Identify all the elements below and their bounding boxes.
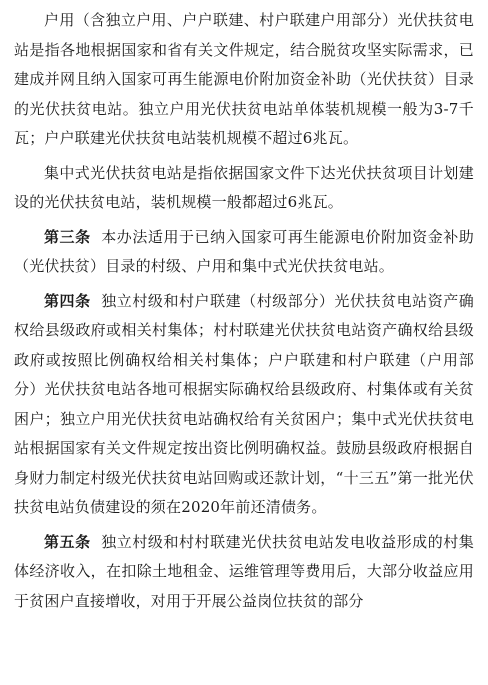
paragraph-text: 独立村级和村户联建（村级部分）光伏扶贫电站资产确权给县级政府或相关村集体；村村联建光伏扶贫电站资产确权给县级政府或按照比例确权给相关村集体；户户联建和村户联建（户用部分）光伏扶贫电站各地可根据实际确权给县级政府、村集体或有关贫困户；独立户用光伏扶贫电站确权给有关贫困户；集中式光伏扶贫电站根据国家有关文件规定按出资比例明确权益。鼓励县级政府根据自身财力制定村级光伏扶贫电站回购或还款计划，“十三五”第一批光伏扶贫电站负债建设的须在2020年前还清债务。 xyxy=(14,291,474,516)
paragraph xyxy=(14,159,474,218)
article-heading: 第四条 xyxy=(44,291,91,310)
paragraph-text: 独立村级和村村联建光伏扶贫电站发电收益形成的村集体经济收入，在扣除土地租金、运维管理等费用后，大部分收益应用于贫困户直接增收，对用于开展公益岗位扶贫的部分 xyxy=(14,532,474,610)
paragraph xyxy=(14,223,474,282)
paragraph xyxy=(14,6,474,154)
paragraph-text: 本办法适用于已纳入国家可再生能源电价附加资金补助（光伏扶贫）目录的村级、户用和集中式光伏扶贫电站。 xyxy=(14,227,474,275)
paragraph-text: 户用（含独立户用、户户联建、村户联建户用部分）光伏扶贫电站是指各地根据国家和省有关文件规定，结合脱贫攻坚实际需求，已建成并网且纳入国家可再生能源电价附加资金补助（光伏扶贫）目录的光伏扶贫电站。独立户用光伏扶贫电站单体装机规模一般为3-7千瓦；户户联建光伏扶贫电站装机规模不超过6兆瓦。 xyxy=(14,11,474,147)
article-heading: 第三条 xyxy=(44,227,91,246)
paragraph xyxy=(14,528,474,617)
paragraph xyxy=(14,287,474,523)
paragraph-text: 集中式光伏扶贫电站是指依据国家文件下达光伏扶贫项目计划建设的光伏扶贫电站，装机规模一般都超过6兆瓦。 xyxy=(14,163,474,211)
article-heading: 第五条 xyxy=(44,532,91,551)
